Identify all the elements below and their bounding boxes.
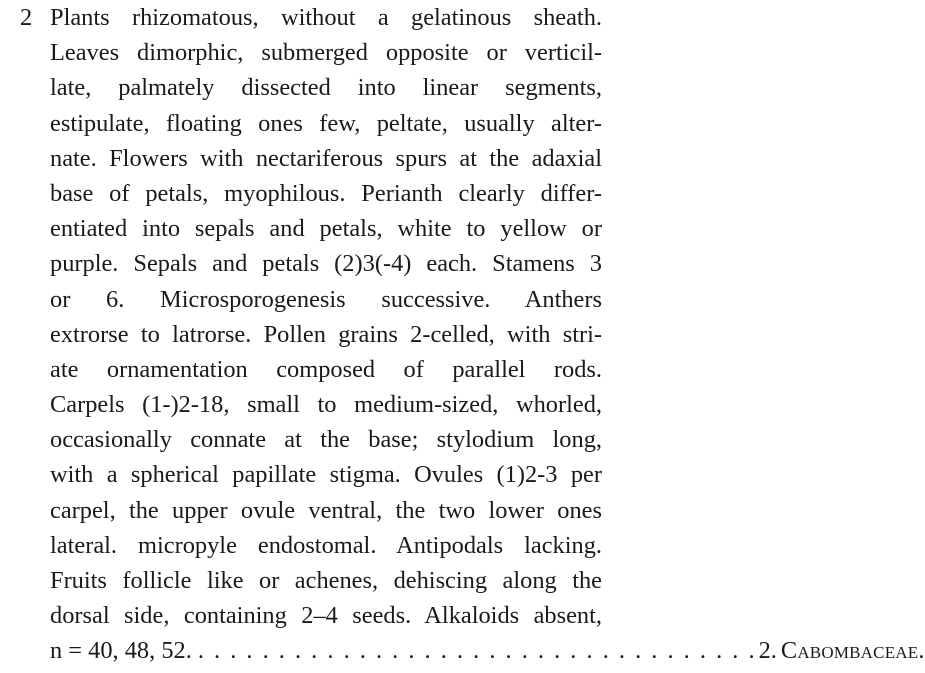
key-line	[20, 176, 602, 211]
key-line	[20, 387, 602, 422]
key-line-text: ate ornamentation composed of parallel rods.	[50, 355, 602, 383]
key-result-line	[20, 633, 925, 668]
key-line-text: Plants rhizomatous, without a gelatinous sheath.	[50, 4, 602, 31]
key-line-text: with a spherical papillate stigma. Ovules (1)2-3 per	[50, 461, 602, 489]
key-line-text: or 6. Microsporogenesis successive. Anthers	[50, 285, 602, 313]
lead-number: 2	[20, 4, 33, 31]
key-line	[20, 422, 602, 457]
key-line-text: extrorse to latrorse. Pollen grains 2-celled, with stri-	[50, 320, 602, 348]
key-line	[20, 211, 602, 246]
key-line	[20, 0, 602, 35]
key-line	[20, 457, 602, 492]
key-line-text: nate. Flowers with nectariferous spurs at the adaxial	[50, 144, 602, 172]
key-line	[20, 528, 602, 563]
key-line-text: base of petals, myophilous. Perianth clearly differ-	[50, 179, 602, 207]
key-line	[20, 282, 602, 317]
key-line	[20, 352, 602, 387]
result-family-name: Cabombaceae.	[780, 637, 925, 665]
result-number: 2.	[758, 637, 777, 665]
key-line-text: purple. Sepals and petals (2)3(-4) each. Stamens 3	[50, 250, 602, 278]
key-line-text: carpel, the upper ovule ventral, the two lower ones	[50, 496, 602, 524]
key-line	[20, 141, 602, 176]
key-line-text: occasionally connate at the base; stylodium long,	[50, 426, 602, 454]
key-line	[20, 493, 602, 528]
chromosome-number-text: n = 40, 48, 52.	[50, 637, 192, 665]
key-line	[20, 598, 602, 633]
key-entry	[20, 0, 925, 669]
leader-dots: . . . . . . . . . . . . . . . . . . . . . . . . . . . . . . . . . . .	[197, 637, 757, 665]
key-line	[20, 106, 602, 141]
key-line-text: dorsal side, containing 2–4 seeds. Alkaloids absent,	[50, 602, 602, 630]
key-line	[20, 317, 602, 352]
key-line-text: late, palmately dissected into linear segments,	[50, 74, 602, 102]
key-line	[20, 35, 602, 70]
key-line-text: Leaves dimorphic, submerged opposite or verticil-	[50, 39, 602, 67]
key-line-text: lateral. micropyle endostomal. Antipodals lacking.	[50, 531, 602, 559]
key-line-text: estipulate, floating ones few, peltate, usually alter-	[50, 109, 602, 137]
key-line-text: Fruits follicle like or achenes, dehiscing along the	[50, 567, 602, 594]
key-line	[20, 563, 602, 598]
key-line-text: Carpels (1-)2-18, small to medium-sized, whorled,	[50, 391, 602, 419]
key-line	[20, 70, 602, 105]
key-line-text: entiated into sepals and petals, white to yellow or	[50, 215, 602, 243]
key-line	[20, 246, 602, 281]
